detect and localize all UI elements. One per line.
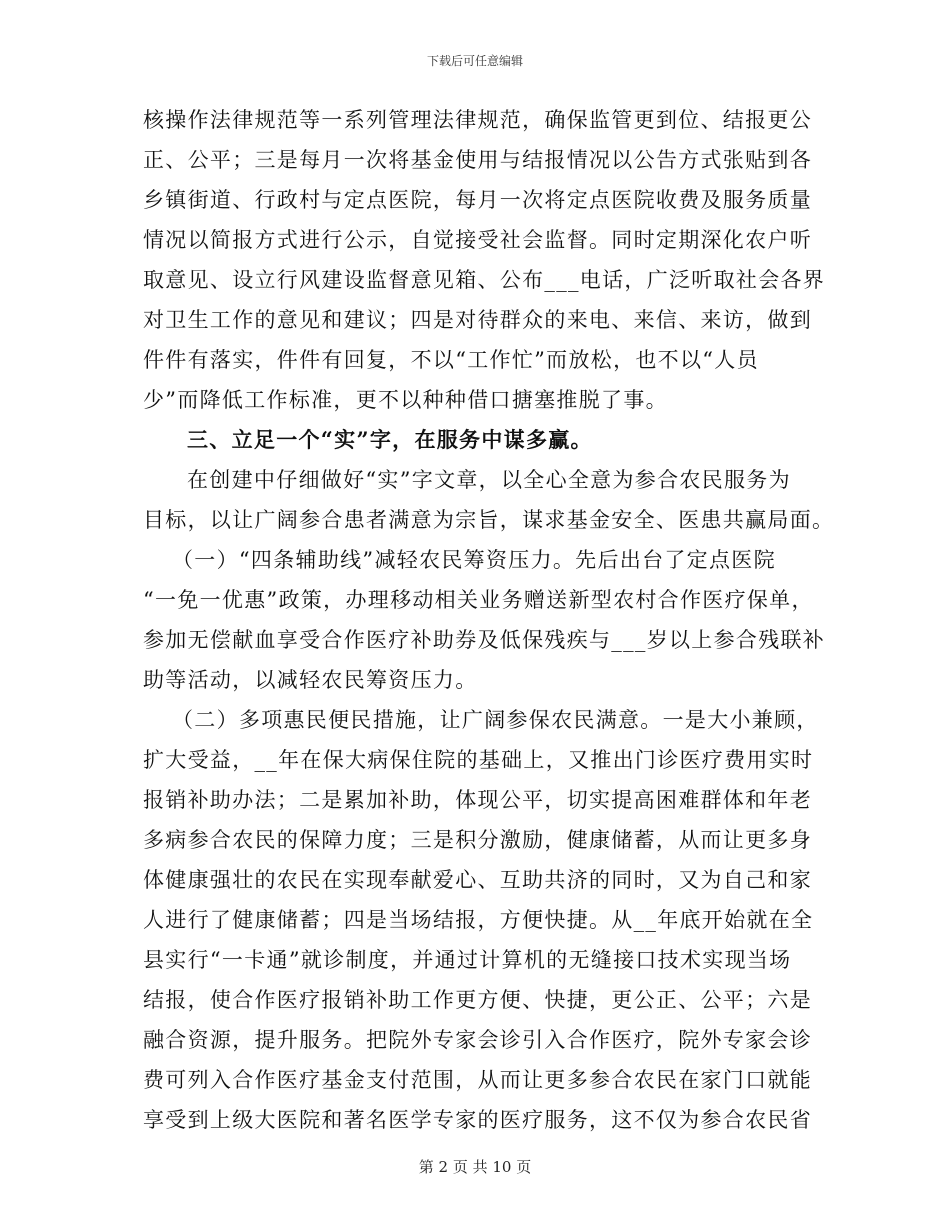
body-line: 多病参合农民的保障力度；三是积分激励，健康储蓄，从而让更多身	[143, 828, 812, 852]
page-number: 第 2 页 共 10 页	[418, 1158, 532, 1176]
body-line: 取意见、设立行风建设监督意见箱、公布___电话，广泛听取社会各界	[143, 268, 826, 292]
body-line: 目标，以让广阔参合患者满意为宗旨，谋求基金安全、医患共赢局面。	[143, 508, 835, 532]
body-line: 结报，使合作医疗报销补助工作更方便、快捷，更公正、公平；六是	[143, 988, 812, 1012]
body-line: （一）“四条辅助线”减轻农民筹资压力。先后出台了定点医院	[172, 548, 776, 572]
body-line: 费可列入合作医疗基金支付范围，从而让更多参合农民在家门口就能	[143, 1068, 812, 1092]
body-line: 核操作法律规范等一系列管理法律规范，确保监管更到位、结报更公	[143, 108, 812, 132]
body-line: 参加无偿献血享受合作医疗补助券及低保残疾与___岁以上参合残联补	[143, 628, 826, 652]
body-line: 报销补助办法；二是累加补助，体现公平，切实提高困难群体和年老	[143, 788, 812, 812]
body-line: 助等活动，以减轻农民筹资压力。	[143, 668, 478, 692]
body-line: 县实行“一卡通”就诊制度，并通过计算机的无缝接口技术实现当场	[143, 948, 792, 972]
body-line: （二）多项惠民便民措施，让广阔参保农民满意。一是大小兼顾，	[172, 708, 819, 732]
page-header-note: 下载后可任意编辑	[426, 54, 523, 68]
section-heading: 三、立足一个“实”字，在服务中谋多赢。	[187, 427, 593, 452]
body-line: 少”而降低工作标准，更不以种种借口搪塞推脱了事。	[143, 388, 668, 412]
body-line: 享受到上级大医院和著名医学专家的医疗服务，这不仅为参合农民省	[143, 1108, 812, 1132]
body-line: 在创建中仔细做好“实”字文章，以全心全意为参合农民服务为	[187, 468, 791, 492]
body-line: 情况以简报方式进行公示，自觉接受社会监督。同时定期深化农户听	[143, 228, 812, 252]
body-line: 体健康强壮的农民在实现奉献爱心、互助共济的同时，又为自己和家	[143, 868, 812, 892]
body-line: 扩大受益，__年在保大病保住院的基础上，又推出门诊医疗费用实时	[143, 748, 814, 772]
body-line: 对卫生工作的意见和建议；四是对待群众的来电、来信、来访，做到	[143, 308, 812, 332]
body-line: 融合资源，提升服务。把院外专家会诊引入合作医疗，院外专家会诊	[143, 1028, 812, 1052]
body-line: 件件有落实，件件有回复，不以“工作忙”而放松，也不以“人员	[143, 348, 759, 372]
body-line: 人进行了健康储蓄；四是当场结报，方便快捷。从__年底开始就在全	[143, 908, 814, 932]
body-line: “一免一优惠”政策，办理移动相关业务赠送新型农村合作医疗保单，	[143, 588, 814, 612]
body-line: 乡镇街道、行政村与定点医院，每月一次将定点医院收费及服务质量	[143, 188, 812, 212]
body-line: 正、公平；三是每月一次将基金使用与结报情况以公告方式张贴到各	[143, 148, 812, 172]
